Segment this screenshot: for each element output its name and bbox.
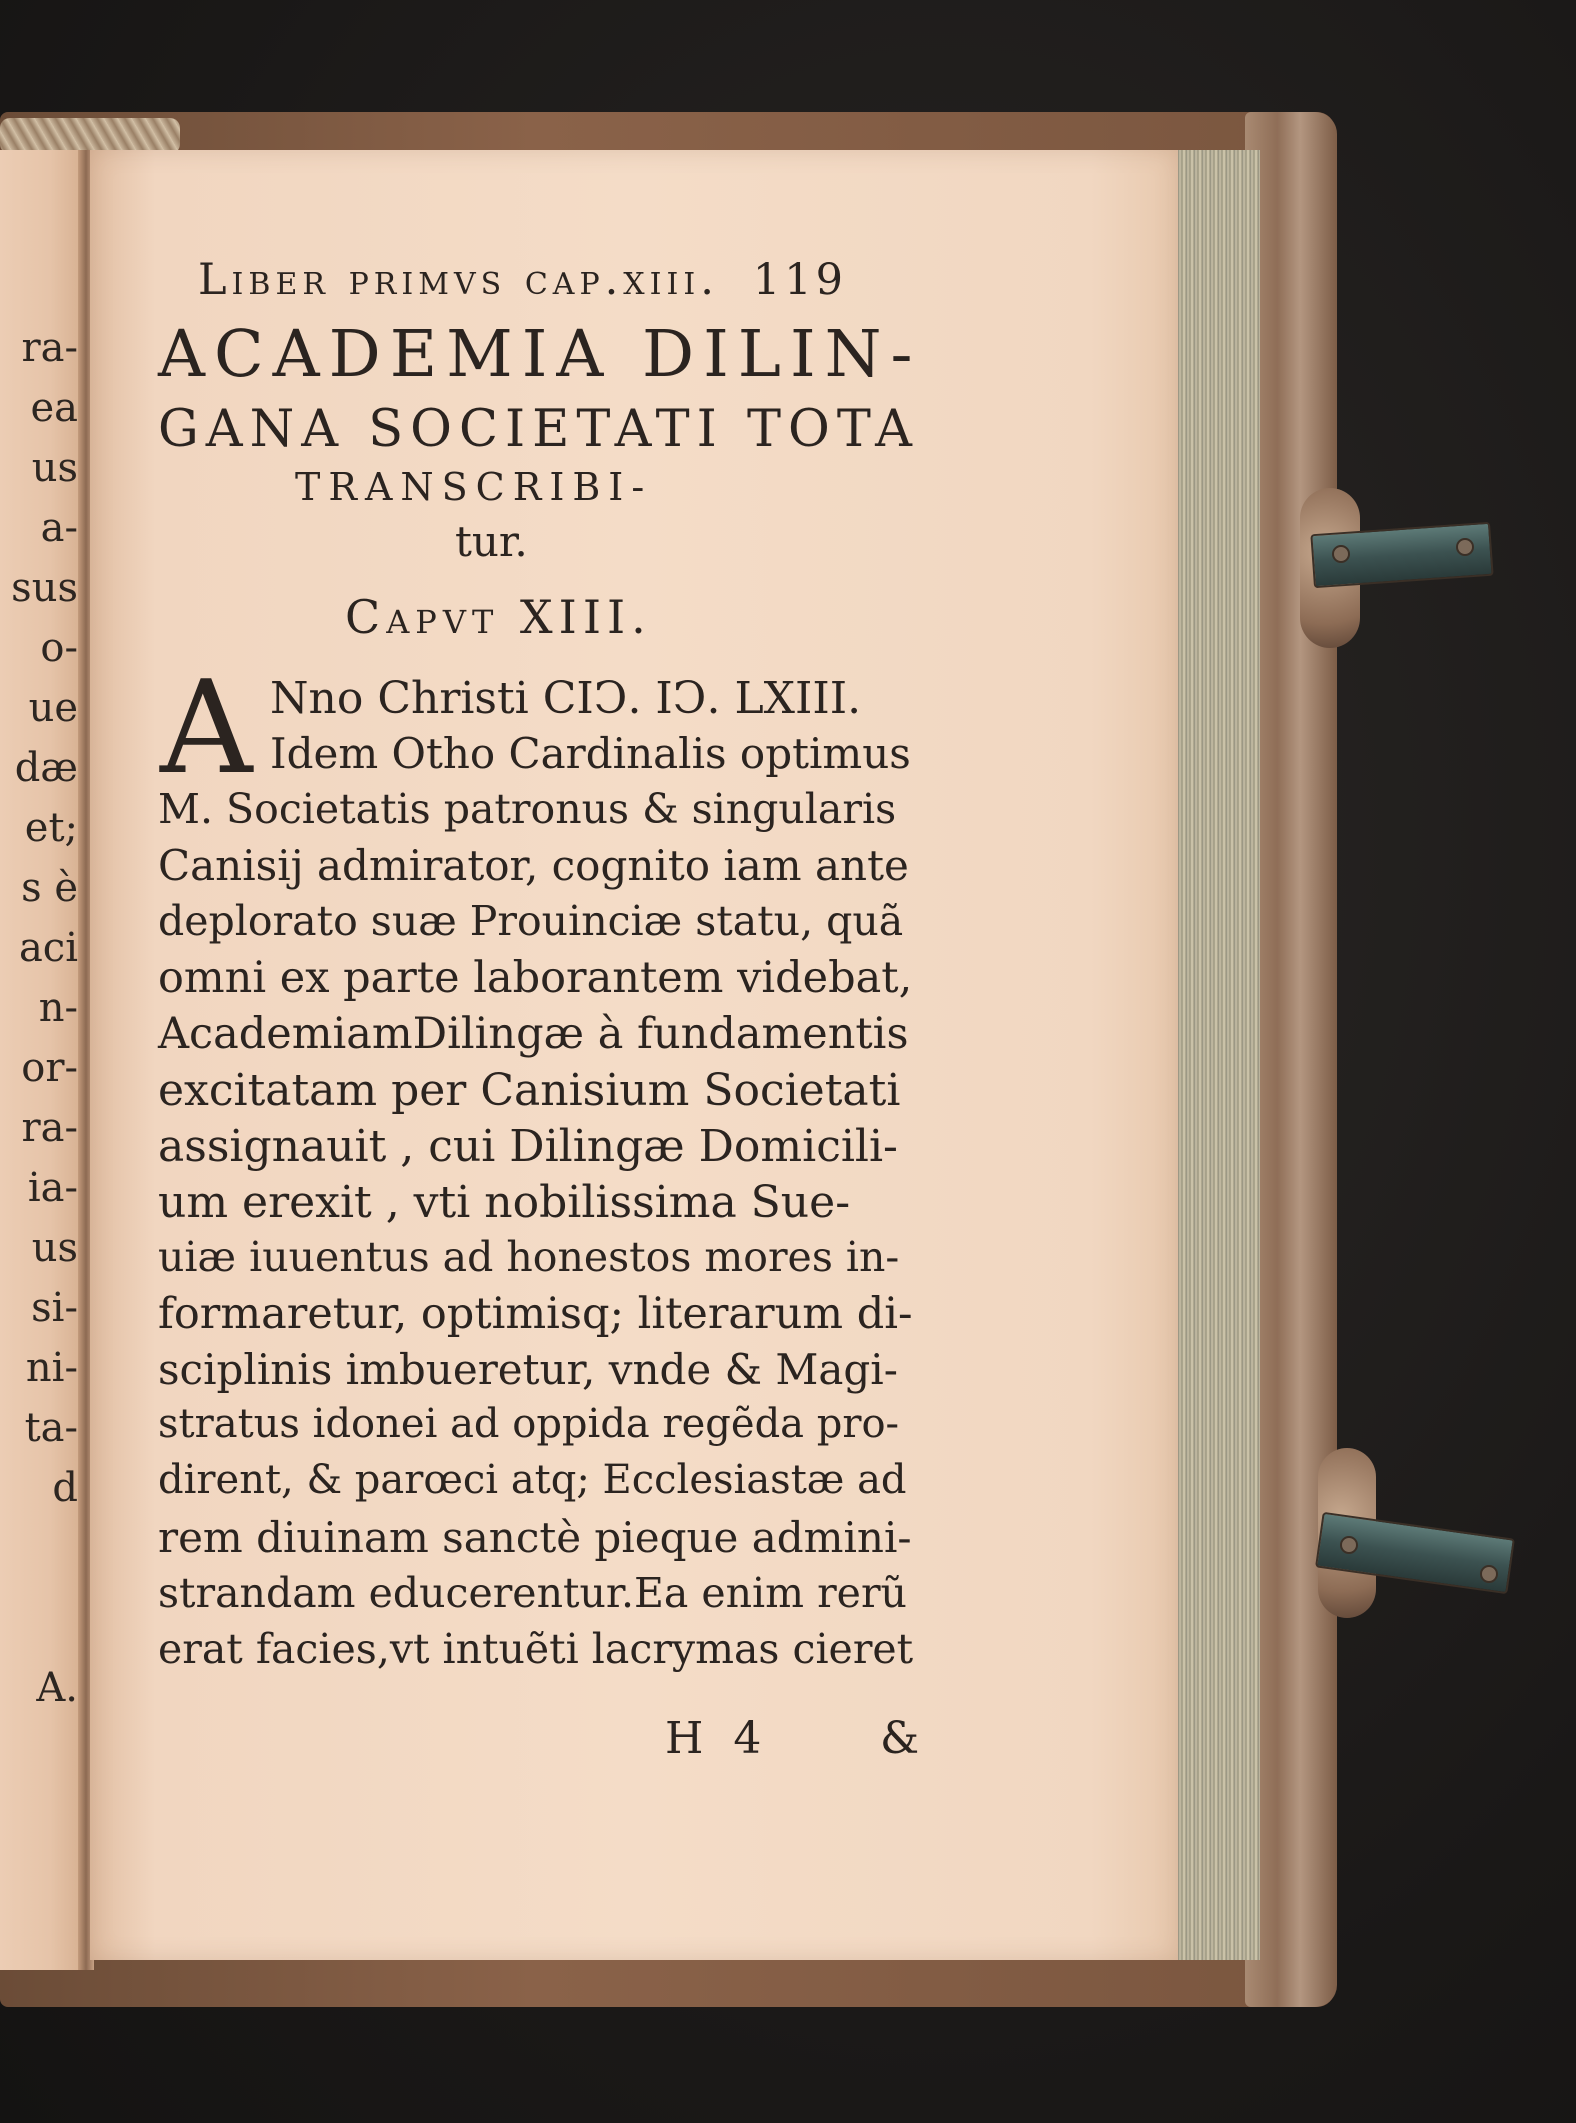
running-head (198, 255, 847, 305)
upper-clasp-rivet (1456, 538, 1474, 556)
body-line: Idem Otho Cardinalis optimus (270, 729, 911, 778)
fragment: or- (21, 1045, 78, 1091)
fragment: o- (40, 625, 78, 671)
chapter-title-line-1: ACADEMIA DILIN- (158, 317, 922, 392)
chapter-title-line-4: tur. (455, 517, 528, 566)
headband (0, 118, 180, 154)
fragment: ra- (21, 1105, 78, 1151)
body-line: Nno Christi CIↃ. IↃ. LXIII. (270, 673, 862, 724)
fragment: ue (28, 685, 78, 731)
fragment: et; (24, 805, 78, 851)
body-line: deplorato suæ Prouinciæ statu, quã (158, 897, 904, 945)
body-line: um erexit , vti nobilissima Sue- (158, 1177, 851, 1228)
fragment: ea (30, 385, 78, 431)
fragment: s è (21, 865, 78, 911)
fragment: ia- (27, 1165, 78, 1211)
body-line: erat facies,vt intuẽti lacrymas cieret (158, 1625, 914, 1673)
drop-cap: A (160, 654, 253, 803)
page-fore-edge (1170, 150, 1260, 1960)
fragment: ra- (21, 325, 78, 371)
body-line: rem diuinam sanctè pieque admini- (158, 1513, 912, 1562)
lower-clasp-rivet (1480, 1565, 1498, 1583)
fragment: ta- (24, 1405, 78, 1451)
body-line: AcademiamDilingæ à fundamentis (158, 1009, 909, 1059)
body-line: dirent, & parœci atq; Ecclesiastæ ad (158, 1457, 907, 1503)
chapter-title-line-3: TRANSCRIBI- (295, 465, 653, 509)
fragment: n- (38, 985, 78, 1031)
catchword: & (880, 1713, 920, 1764)
body-line: Canisij admirator, cognito iam ante (158, 841, 909, 890)
fragment: sus (11, 565, 78, 611)
fragment: ni- (25, 1345, 78, 1391)
body-line: omni ex parte laborantem videbat, (158, 953, 913, 1003)
chapter-label: Capvt (345, 590, 500, 644)
fragment: us (31, 1225, 78, 1271)
body-line: excitatam per Canisium Societati (158, 1065, 901, 1116)
body-line: M. Societatis patronus & singularis (158, 785, 897, 833)
body-line: stratus idonei ad oppida regẽda pro- (158, 1401, 900, 1447)
body-line: assignauit , cui Dilingæ Domicili- (158, 1121, 898, 1172)
fragment: d (52, 1465, 78, 1511)
body-line: strandam educerentur.Ea enim rerũ (158, 1569, 907, 1617)
fragment: a- (40, 505, 78, 551)
running-head-label: Liber primvs cap.xiii. (198, 255, 719, 305)
fragment: si- (31, 1285, 78, 1331)
fragment: dæ (14, 745, 78, 791)
body-line: uiæ iuuentus ad honestos mores in- (158, 1233, 900, 1281)
fragment: us (31, 445, 78, 491)
chapter-heading (345, 590, 652, 644)
page-number: 119 (752, 255, 847, 305)
fragment: A. (36, 1665, 78, 1711)
upper-clasp-rivet (1332, 545, 1350, 563)
fragment: aci (18, 925, 78, 971)
lower-clasp-rivet (1340, 1536, 1358, 1554)
body-line: sciplinis imbueretur, vnde & Magi- (158, 1345, 898, 1394)
signature-mark: H 4 (665, 1713, 770, 1764)
chapter-title-line-2: GANA SOCIETATI TOTA (158, 400, 919, 459)
body-line: formaretur, optimisq; literarum di- (158, 1289, 913, 1339)
chapter-number: XIII. (519, 590, 652, 644)
